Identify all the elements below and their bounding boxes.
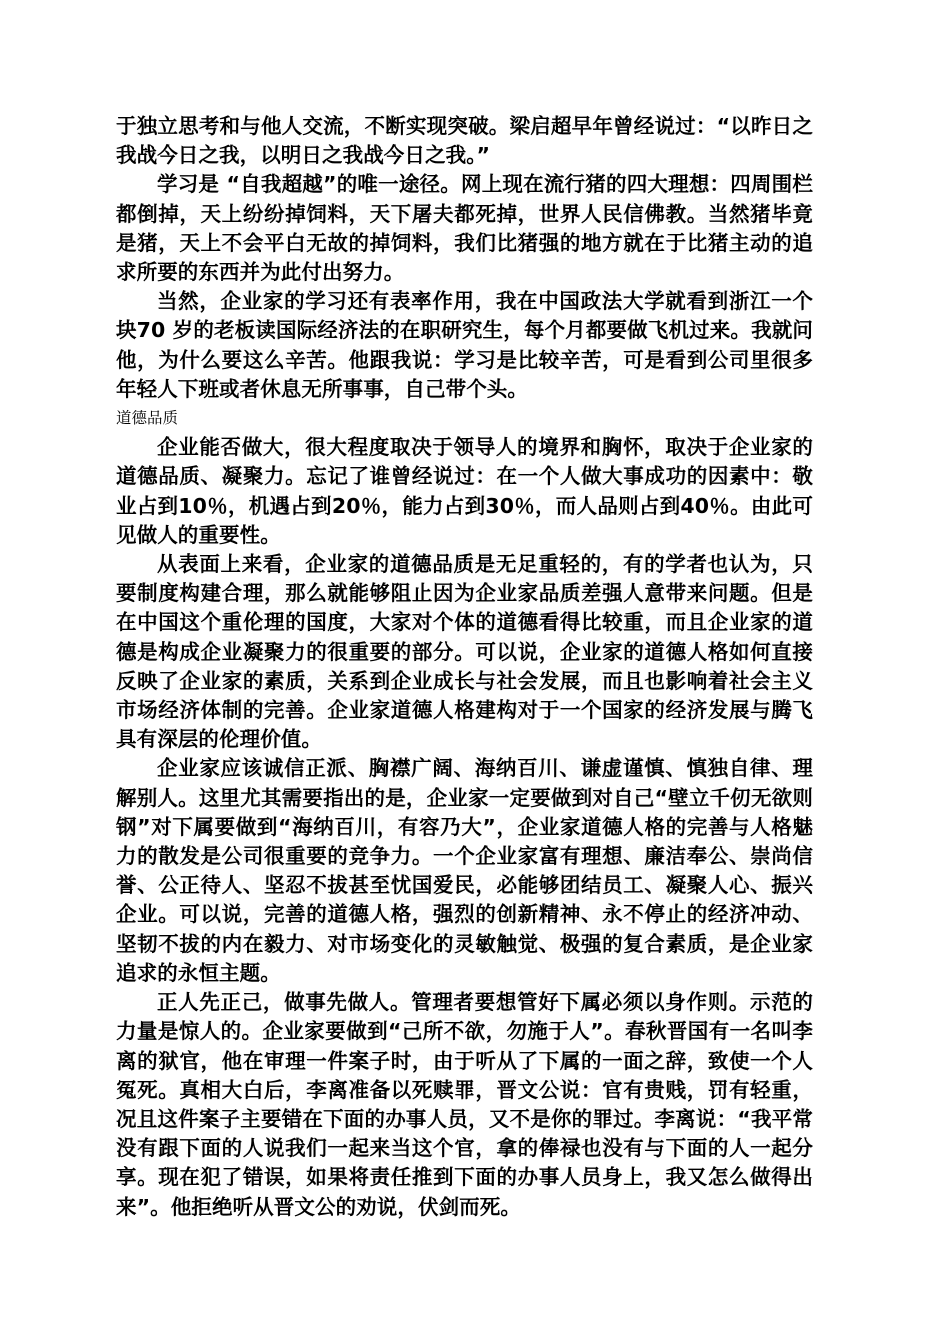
section-heading: 道德品质 [116, 409, 179, 428]
paragraph: 从表面上来看，企业家的道德品质是无足重轻的，有的学者也认为，只要制度构建合理，那么就能够阻止因为企业家品质差强人意带来问题。但是在中国这个重伦理的国度，大家对个体的道德看得比较重，而且企业家的道德是构成企业凝聚力的很重要的部分。可以说，企业家的道德人格如何直接反映了企业家的素质，关系到企业成长与社会发展，而且也影响着社会主义市场经济体制的完善。企业家道德人格建构对于一个国家的经济发展与腾飞具有深层的伦理价值。 [116, 552, 813, 752]
paragraph: 正人先正己，做事先做人。管理者要想管好下属必须以身作则。示范的力量是惊人的。企业家要做到“己所不欲，勿施于人”。春秋晋国有一名叫李离的狱官，他在审理一件案子时，由于听从了下属的一面之辞，致使一个人冤死。真相大白后，李离准备以死赎罪，晋文公说：官有贵贱，罚有轻重，况且这件案子主要错在下面的办事人员，又不是你的罪过。李离说：“我平常没有跟下面的人说我们一起来当这个官，拿的俸禄也没有与下面的人一起分享。现在犯了错误，如果将责任推到下面的办事人员身上，我又怎么做得出来”。他拒绝听从晋文公的劝说，伏剑而死。 [116, 990, 813, 1219]
paragraph: 企业家应该诚信正派、胸襟广阔、海纳百川、谦虚谨慎、慎独自律、理解别人。这里尤其需要指出的是，企业家一定要做到对自己“壁立千仞无欲则钢”对下属要做到“海纳百川，有容乃大”，企业家道德人格的完善与人格魅力的散发是公司很重要的竞争力。一个企业家富有理想、廉洁奉公、崇尚信誉、公正待人、坚忍不拔甚至忧国爱民，必能够团结员工、凝聚人心、振兴企业。可以说，完善的道德人格，强烈的创新精神、永不停止的经济冲动、坚韧不拔的内在毅力、对市场变化的灵敏触觉、极强的复合素质，是企业家追求的永恒主题。 [116, 756, 813, 985]
paragraph: 当然，企业家的学习还有表率作用，我在中国政法大学就看到浙江一个块70 岁的老板读国际经济法的在职研究生，每个月都要做飞机过来。我就问他，为什么要这么辛苦。他跟我说：学习是比较辛苦，可是看到公司里很多年轻人下班或者休息无所事事，自己带个头。 [116, 289, 813, 401]
document-text-body [116, 112, 813, 1222]
paragraph: 于独立思考和与他人交流，不断实现突破。梁启超早年曾经说过：“以昨日之我战今日之我，以明日之我战今日之我。” [116, 114, 813, 168]
paragraph: 企业能否做大，很大程度取决于领导人的境界和胸怀，取决于企业家的道德品质、凝聚力。忘记了谁曾经说过：在一个人做大事成功的因素中：敬业占到10％，机遇占到20％，能力占到30％，而人品则占到40％。由此可见做人的重要性。 [116, 435, 813, 547]
paragraph: 学习是 “自我超越”的唯一途径。网上现在流行猪的四大理想：四周围栏都倒掉，天上纷纷掉饲料，天下屠夫都死掉，世界人民信佛教。当然猪毕竟是猪，天上不会平白无故的掉饲料，我们比猪强的地方就在于比猪主动的追求所要的东西并为此付出努力。 [116, 172, 813, 285]
